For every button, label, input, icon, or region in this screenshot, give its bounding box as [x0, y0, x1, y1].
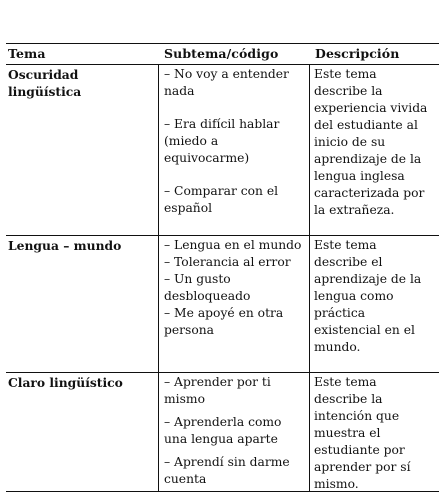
row-1-descripcion: Este tema describe la experiencia vivida del estudiante al inicio de su aprendizaje de la lengua inglesa caracterizada por la extrañeza.	[314, 67, 428, 217]
list-item: – Aprenderla como una lengua aparte	[164, 415, 282, 446]
row-1-subtemas	[164, 66, 304, 217]
header-descripcion: Descripción	[315, 46, 400, 61]
table-top-rule	[6, 43, 439, 44]
row-2-subtemas	[164, 237, 304, 339]
list-item: – Era difícil hablar (miedo a equivocarme)	[164, 117, 280, 165]
row-3-tema: Claro lingüístico	[8, 375, 123, 390]
column-divider-2	[309, 64, 310, 491]
row-1-bottom-rule	[6, 235, 439, 236]
list-item: – Me apoyé en otra persona	[164, 306, 284, 337]
list-item: – Aprender por ti mismo	[164, 375, 271, 406]
list-item: – Lengua en el mundo	[164, 238, 302, 252]
header-bottom-rule	[6, 64, 439, 65]
row-2-bottom-rule	[6, 372, 439, 373]
row-2-descripcion: Este tema describe el aprendizaje de la lengua como práctica existencial en el mundo.	[314, 238, 422, 354]
row-1-tema: Oscuridad lingüística	[8, 67, 82, 99]
list-item: – Aprendí sin darme cuenta	[164, 455, 290, 486]
list-item: – Un gusto desbloqueado	[164, 272, 251, 303]
column-divider-1	[158, 64, 159, 491]
row-2-tema: Lengua – mundo	[8, 238, 122, 253]
list-item: – Comparar con el español	[164, 184, 279, 215]
list-item: – No voy a entender nada	[164, 67, 289, 98]
header-subtema: Subtema/código	[164, 46, 279, 61]
header-tema: Tema	[8, 46, 46, 61]
row-3-subtemas	[164, 374, 304, 488]
list-item: – Tolerancia al error	[164, 255, 291, 269]
row-3-descripcion: Este tema describe la intención que muestra el estudiante por aprender por sí mismo.	[314, 375, 411, 491]
